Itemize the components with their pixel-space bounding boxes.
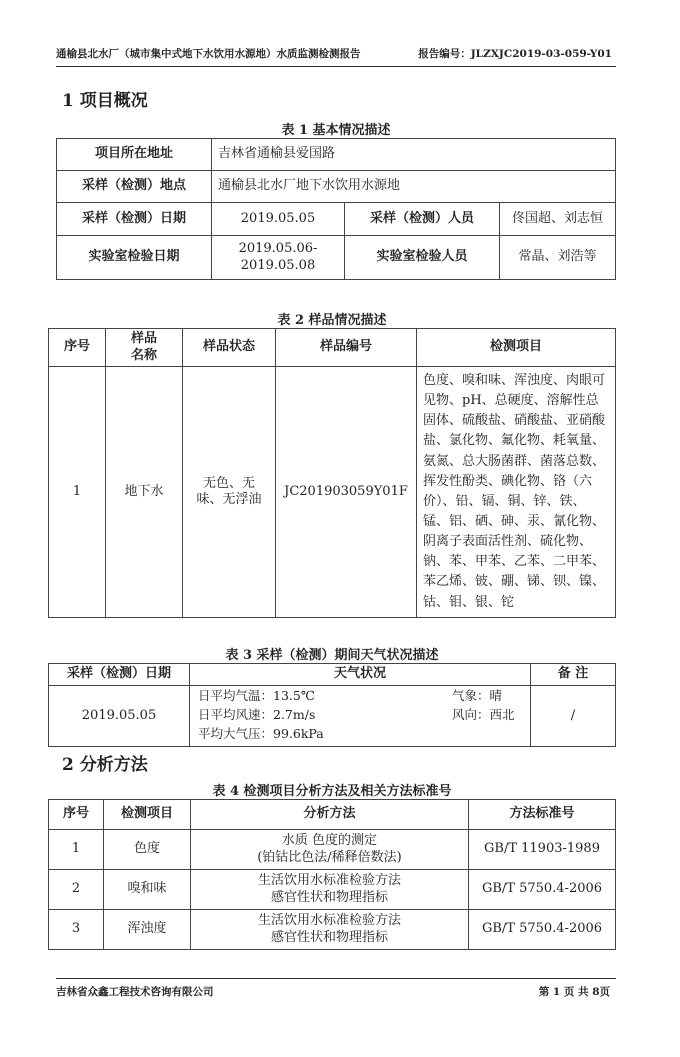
table-row bbox=[49, 830, 616, 870]
section-2-heading: 2 分析方法 bbox=[62, 755, 148, 775]
row-standard: GB/T 5750.4-2006 bbox=[469, 870, 616, 910]
table3-caption: 表 3 采样（检测）期间天气状况描述 bbox=[225, 648, 439, 663]
method-header-method: 分析方法 bbox=[191, 800, 469, 830]
section-1-heading: 1 项目概况 bbox=[62, 91, 148, 111]
header-divider bbox=[56, 66, 616, 67]
sample-info-table bbox=[48, 328, 616, 618]
weather-header-conditions: 天气状况 bbox=[190, 664, 531, 686]
weather-header-date: 采样（检测）日期 bbox=[49, 664, 190, 686]
header-test-items: 检测项目 bbox=[417, 329, 616, 367]
row-method bbox=[191, 910, 469, 950]
wind-direction: 风向：西北 bbox=[452, 707, 515, 722]
row-no: 1 bbox=[49, 830, 104, 870]
company-name: 吉林省众鑫工程技术咨询有限公司 bbox=[56, 986, 214, 998]
row-method-line-2: 感官性状和物理指标 bbox=[270, 889, 388, 905]
row-method-line-1: 生活饮用水标准检验方法 bbox=[257, 873, 401, 889]
lab-person-label: 实验室检验人员 bbox=[345, 236, 500, 280]
avg-wind-speed: 日平均风速：2.7m/s bbox=[198, 707, 316, 722]
row-standard: GB/T 11903-1989 bbox=[469, 830, 616, 870]
sample-no: 1 bbox=[49, 367, 106, 618]
header-no: 序号 bbox=[49, 329, 106, 367]
site-label: 采样（检测）地点 bbox=[57, 171, 212, 203]
page-footer bbox=[56, 984, 612, 999]
sample-state-2: 味、无浮油 bbox=[196, 491, 262, 507]
row-item: 浑浊度 bbox=[104, 910, 191, 950]
lab-date-end: 2019.05.08 bbox=[240, 257, 316, 273]
person-value: 佟国超、刘志恒 bbox=[500, 203, 616, 236]
weather-details bbox=[190, 686, 531, 747]
row-no: 2 bbox=[49, 870, 104, 910]
report-title: 通榆县北水厂（城市集中式地下水饮用水源地）水质监测检测报告 bbox=[56, 48, 361, 60]
weather-remark: / bbox=[531, 686, 616, 747]
row-method-line-2: (铂钴比色法/稀释倍数法) bbox=[257, 849, 402, 865]
method-header-standard: 方法标准号 bbox=[469, 800, 616, 830]
footer-divider bbox=[56, 978, 616, 979]
row-method-line-1: 生活饮用水标准检验方法 bbox=[257, 913, 401, 929]
lab-date-value bbox=[212, 236, 345, 280]
lab-date-label: 实验室检验日期 bbox=[57, 236, 212, 280]
weather-condition: 气象：晴 bbox=[452, 688, 503, 703]
method-header-no: 序号 bbox=[49, 800, 104, 830]
test-items-list: 色度、嗅和味、浑浊度、肉眼可见物、pH、总硬度、溶解性总固体、硫酸盐、硝酸盐、亚硝酸盐、氯化物、氟化物、耗氧量、氨氮、总大肠菌群、菌落总数、挥发性酚类、碘化物、铬（六价）、铅、镉、铜、锌、铁、锰、铝、硒、砷、汞、氰化物、阴离子表面活性剂、硫化物、钠、苯、甲苯、乙苯、二甲苯、苯乙烯、铍、硼、锑、钡、镍、钴、钼、银、铊 bbox=[417, 367, 616, 618]
basic-info-table bbox=[56, 138, 616, 280]
address-label: 项目所在地址 bbox=[57, 139, 212, 171]
table-row bbox=[49, 870, 616, 910]
row-method bbox=[191, 830, 469, 870]
table2-caption: 表 2 样品情况描述 bbox=[277, 313, 387, 328]
row-standard: GB/T 5750.4-2006 bbox=[469, 910, 616, 950]
weather-date: 2019.05.05 bbox=[49, 686, 190, 747]
address-value: 吉林省通榆县爱国路 bbox=[212, 139, 616, 171]
weather-table bbox=[48, 663, 616, 747]
sample-name: 地下水 bbox=[106, 367, 183, 618]
header-sample-name bbox=[106, 329, 183, 367]
table4-caption: 表 4 检测项目分析方法及相关方法标准号 bbox=[212, 784, 452, 799]
row-no: 3 bbox=[49, 910, 104, 950]
sample-state-1: 无色、无 bbox=[202, 475, 255, 491]
row-method bbox=[191, 870, 469, 910]
date-value: 2019.05.05 bbox=[212, 203, 345, 236]
header-sample-code: 样品编号 bbox=[276, 329, 417, 367]
avg-temperature: 日平均气温：13.5℃ bbox=[198, 688, 315, 703]
row-item: 色度 bbox=[104, 830, 191, 870]
site-value: 通榆县北水厂地下水饮用水源地 bbox=[212, 171, 616, 203]
table1-caption: 表 1 基本情况描述 bbox=[281, 123, 391, 138]
page-number: 第 1 页 共 8页 bbox=[538, 986, 610, 998]
date-label: 采样（检测）日期 bbox=[57, 203, 212, 236]
lab-person-value: 常晶、刘浩等 bbox=[500, 236, 616, 280]
report-header bbox=[56, 46, 616, 61]
report-number: 报告编号：JLZXJC2019-03-059-Y01 bbox=[418, 48, 612, 60]
avg-pressure: 平均大气压：99.6kPa bbox=[198, 726, 324, 741]
person-label: 采样（检测）人员 bbox=[345, 203, 500, 236]
analysis-method-table bbox=[48, 799, 616, 950]
header-sample-name-2: 名称 bbox=[130, 347, 157, 363]
row-method-line-1: 水质 色度的测定 bbox=[281, 833, 378, 849]
row-item: 嗅和味 bbox=[104, 870, 191, 910]
weather-header-remark: 备 注 bbox=[531, 664, 616, 686]
header-sample-name-1: 样品 bbox=[130, 331, 157, 347]
weather-details-block bbox=[190, 686, 530, 746]
sample-state bbox=[183, 367, 276, 618]
row-method-line-2: 感官性状和物理指标 bbox=[270, 929, 388, 945]
method-header-item: 检测项目 bbox=[104, 800, 191, 830]
lab-date-start: 2019.05.06- bbox=[238, 241, 318, 257]
header-sample-state: 样品状态 bbox=[183, 329, 276, 367]
table-row bbox=[49, 910, 616, 950]
sample-code: JC201903059Y01F bbox=[276, 367, 417, 618]
